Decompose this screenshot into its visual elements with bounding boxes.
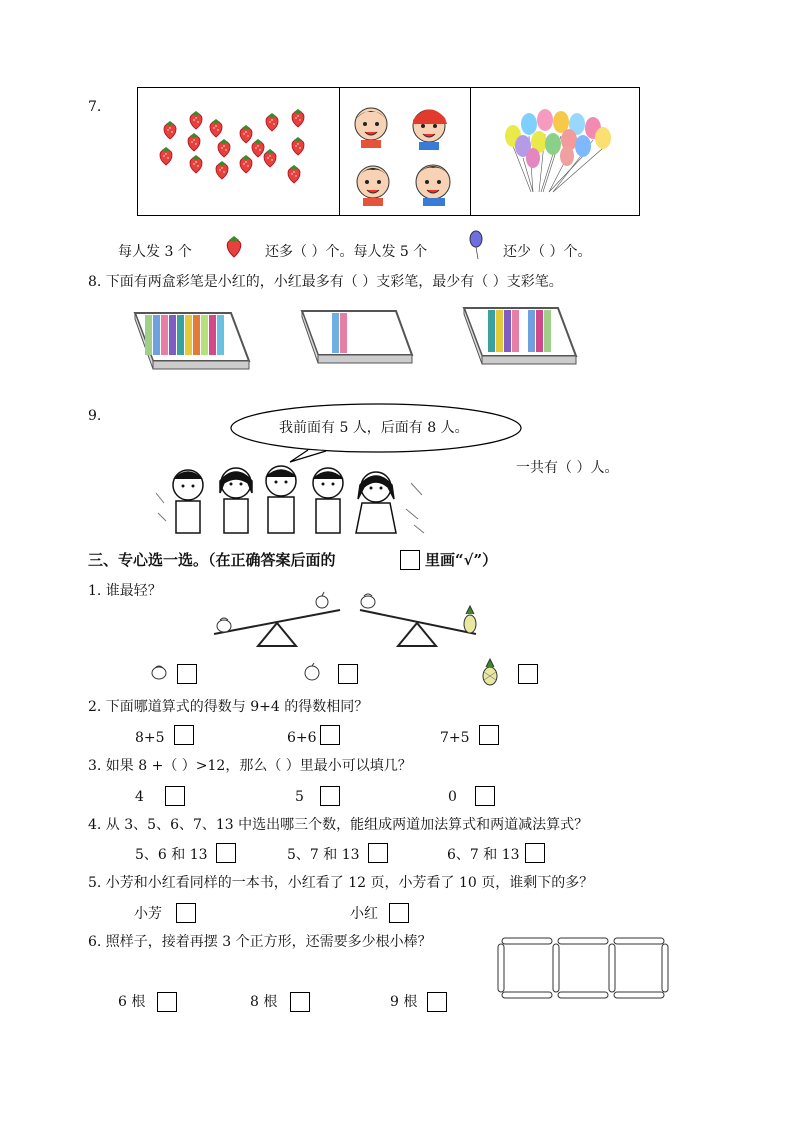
q7-text-b: 还多（ ）个。每人发 5 个 — [265, 244, 428, 260]
s3q5-option-1: 小芳 — [134, 906, 162, 922]
crayon-box-small — [300, 305, 415, 367]
s3q6-option-1: 6 根 — [118, 994, 146, 1010]
q7-text-c: 还少（ ）个。 — [503, 244, 592, 260]
s3q2-option-3: 7+5 — [440, 730, 470, 746]
s3q3-text: 3. 如果 8 +（ ）>12，那么（ ）里最小可以填几？ — [88, 758, 412, 774]
q7-picture-frame — [137, 87, 640, 216]
balloons-image — [483, 96, 623, 196]
s3q4-option-3: 6、7 和 13 — [447, 847, 520, 863]
answer-box-pineapple[interactable] — [518, 664, 538, 684]
q9-total-text: 一共有（ ）人。 — [516, 460, 619, 476]
pineapple-icon-right-scale — [464, 606, 476, 633]
s3q3-answer-box-3[interactable] — [475, 786, 495, 806]
children-queue-image — [156, 463, 426, 537]
s3q6-answer-box-2[interactable] — [290, 992, 310, 1012]
peach-icon-right-scale — [361, 594, 375, 608]
s3q5-text: 5. 小芳和小红看同样的一本书，小红看了 12 页，小芳看了 10 页，谁剩下的多？ — [88, 875, 594, 891]
answer-box-peach[interactable] — [177, 664, 197, 684]
balloon-icon — [468, 230, 486, 260]
strawberry-icon — [220, 232, 248, 260]
s3q4-answer-box-1[interactable] — [216, 843, 236, 863]
strawberries-image — [148, 98, 328, 208]
crayon-box-medium — [462, 302, 578, 368]
section3-heading-b: 里画“√”） — [425, 551, 498, 569]
balance-scales-image — [212, 590, 484, 650]
q9-speech-text: 我前面有 5 人，后面有 8 人。 — [279, 420, 469, 436]
crayon-box-large — [133, 305, 251, 371]
s3q2-option-1: 8+5 — [135, 730, 165, 746]
pineapple-icon — [481, 658, 499, 686]
s3q4-text: 4. 从 3、5、6、7、13 中选出哪三个数，能组成两道加法算式和两道减法算式？ — [88, 817, 589, 833]
s3q2-option-2: 6+6 — [287, 730, 317, 746]
apple-icon — [303, 663, 321, 681]
q9-number: 9. — [88, 408, 102, 424]
s3q4-answer-box-2[interactable] — [368, 843, 388, 863]
children-faces-image — [343, 94, 468, 212]
heading-answer-box — [400, 550, 420, 570]
s3q3-option-2: 5 — [295, 789, 304, 805]
peach-icon-left-scale — [217, 618, 231, 632]
section3-heading-a: 三、专心选一选。（在正确答案后面的 — [88, 551, 336, 569]
peach-icon — [150, 663, 168, 681]
q8-text: 8. 下面有两盒彩笔是小红的，小红最多有（ ）支彩笔，最少有（ ）支彩笔。 — [88, 274, 563, 290]
answer-box-apple[interactable] — [338, 664, 358, 684]
s3q2-answer-box-2[interactable] — [320, 725, 340, 745]
s3q6-text: 6. 照样子，接着再摆 3 个正方形，还需要多少根小棒？ — [88, 934, 432, 950]
s3q3-option-1: 4 — [135, 789, 144, 805]
s3q3-option-3: 0 — [448, 789, 457, 805]
s3q4-option-2: 5、7 和 13 — [287, 847, 360, 863]
s3q1-text: 1. 谁最轻？ — [88, 583, 162, 599]
s3q6-answer-box-3[interactable] — [427, 992, 447, 1012]
s3q3-answer-box-2[interactable] — [320, 786, 340, 806]
apple-icon-left-scale — [316, 592, 328, 608]
s3q2-answer-box-1[interactable] — [174, 725, 194, 745]
s3q5-answer-box-2[interactable] — [389, 903, 409, 923]
s3q6-answer-box-1[interactable] — [157, 992, 177, 1012]
matchstick-squares-image — [496, 936, 672, 1002]
s3q4-answer-box-3[interactable] — [525, 843, 545, 863]
s3q5-option-2: 小红 — [350, 906, 378, 922]
s3q6-option-2: 8 根 — [250, 994, 278, 1010]
s3q3-answer-box-1[interactable] — [165, 786, 185, 806]
s3q2-text: 2. 下面哪道算式的得数与 9+4 的得数相同？ — [88, 699, 369, 715]
q7-number: 7. — [88, 99, 102, 115]
s3q5-answer-box-1[interactable] — [176, 903, 196, 923]
s3q4-option-1: 5、6 和 13 — [135, 847, 208, 863]
q7-text-a: 每人发 3 个 — [118, 244, 192, 260]
s3q2-answer-box-3[interactable] — [479, 725, 499, 745]
s3q6-option-3: 9 根 — [390, 994, 418, 1010]
